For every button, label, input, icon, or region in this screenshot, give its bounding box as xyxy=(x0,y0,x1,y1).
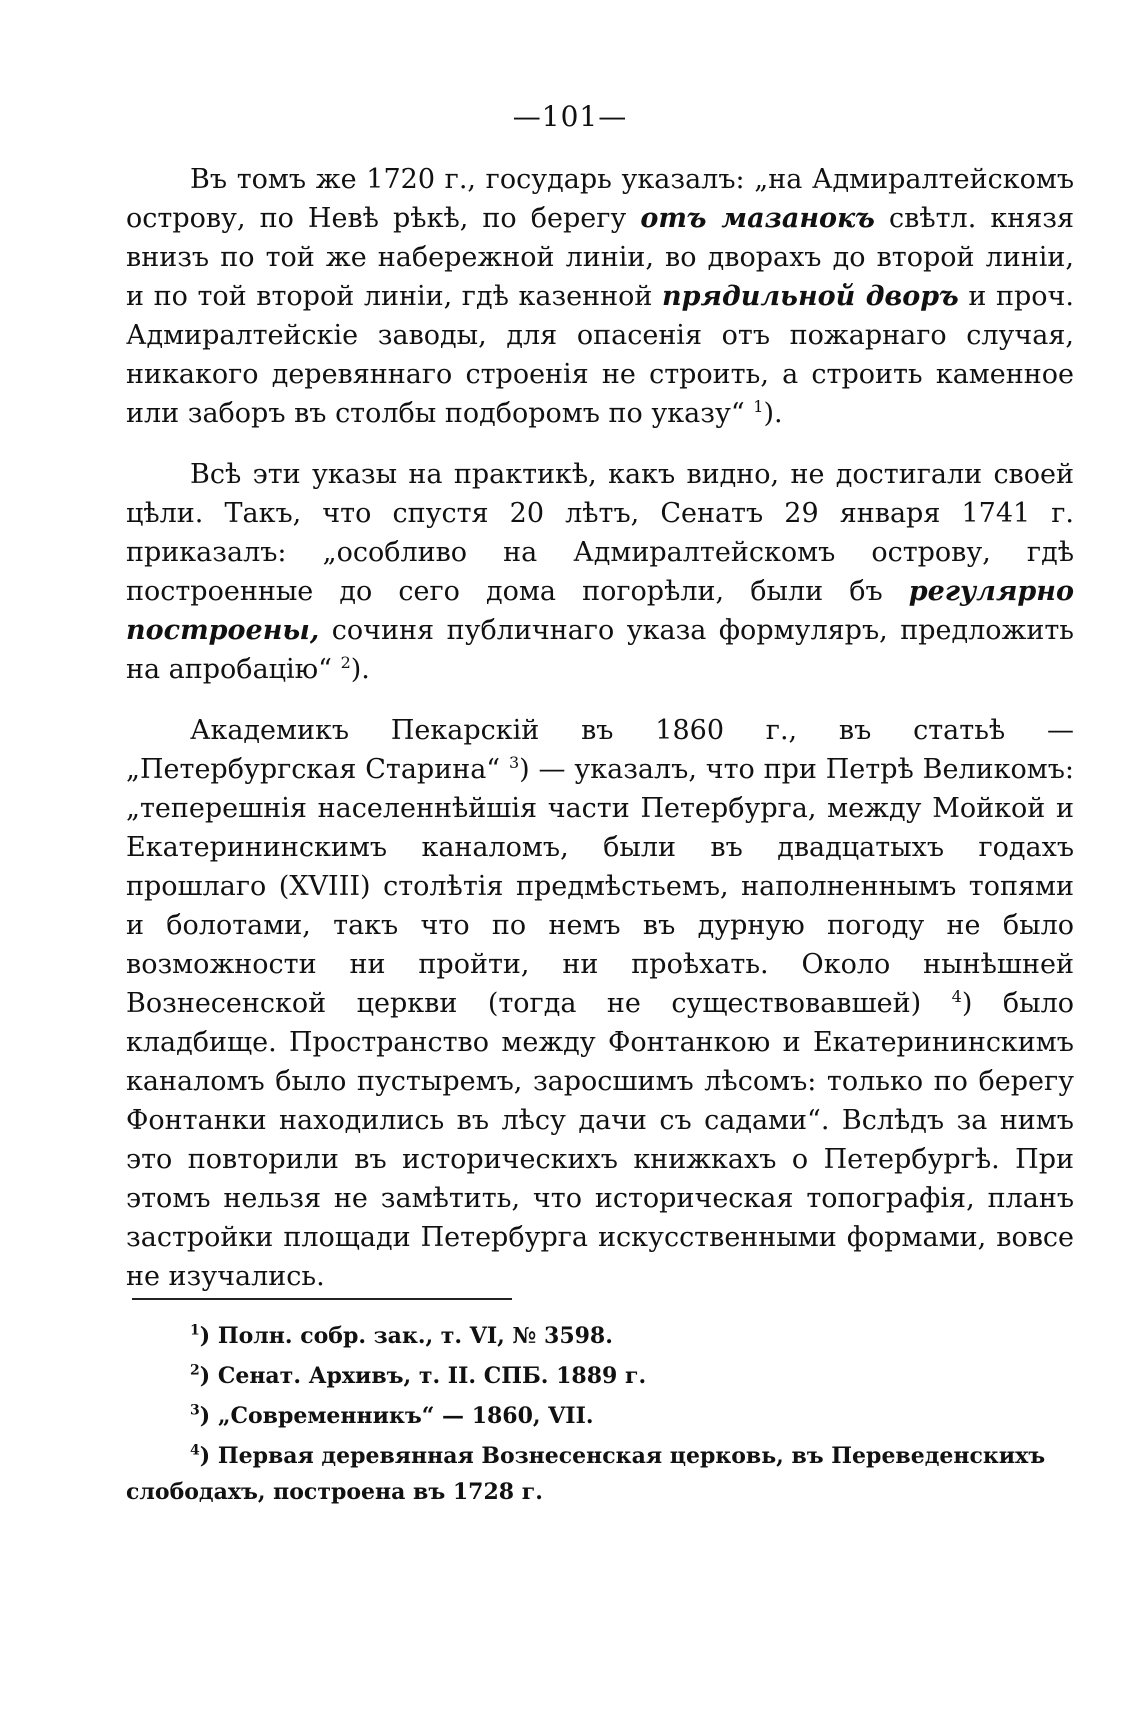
page-number: —101— xyxy=(512,100,628,133)
text-segment: Всѣ эти указы на практикѣ, какъ видно, не достигали своей цѣли. Такъ, что спустя 20 лѣтъ, Сенатъ 29 января 1741 г. приказалъ: „особливо на Адмиралтейскомъ острову, гдѣ построенные до сего дома погорѣли, были бъ xyxy=(126,459,1074,607)
paragraph xyxy=(126,711,1074,1296)
footnote-text: ) Первая деревянная Вознесенская церковь, въ Переведенскихъ слободахъ, построена въ 1728 г. xyxy=(126,1443,1046,1505)
footnote xyxy=(126,1398,1074,1434)
text-segment: ). xyxy=(350,654,370,685)
text-segment: Въ томъ же 1720 г., государь указалъ: „на Адмиралтейскомъ острову, по Невѣ рѣкѣ, по берегу xyxy=(126,164,1074,234)
text-segment: ). xyxy=(763,398,783,429)
footnote-divider xyxy=(132,1298,512,1300)
paragraph xyxy=(126,160,1074,433)
text-segment: сочиня публичнаго указа формуляръ, предложить на апробацію“ xyxy=(126,615,1074,685)
footnote xyxy=(126,1358,1074,1394)
footnote-mark: 4 xyxy=(190,1442,200,1459)
footnote-text: ) „Современникъ“ — 1860, VII. xyxy=(199,1403,594,1429)
paragraph xyxy=(126,455,1074,689)
italic-text: отъ мазанокъ xyxy=(640,203,875,234)
footnote-text: ) Сенат. Архивъ, т. II. СПБ. 1889 г. xyxy=(199,1363,647,1389)
footnote-mark: 3 xyxy=(190,1402,200,1419)
footnote xyxy=(126,1318,1074,1354)
text-segment: ) было кладбище. Пространство между Фонтанкою и Екатерининскимъ каналомъ было пустыремъ, заросшимъ лѣсомъ: только по берегу Фонтанки находились въ лѣсу дачи съ садами“. Вслѣдъ за нимъ это повторили въ историческихъ книжкахъ о Петербургѣ. При этомъ нельзя не замѣтить, что историческая топографія, планъ застройки площади Петербурга искусственными формами, вовсе не изучались. xyxy=(126,988,1074,1292)
footnote-reference: 1 xyxy=(753,397,764,416)
footnote-reference: 4 xyxy=(951,987,962,1006)
footnotes xyxy=(126,1318,1074,1514)
footnote-mark: 2 xyxy=(190,1362,200,1379)
footnote-reference: 3 xyxy=(508,753,520,772)
italic-text: регулярно построены, xyxy=(126,576,1074,646)
text-segment: ) — указалъ, что при Петрѣ Великомъ: „теперешнія населеннѣйшія части Петербурга, между Мойкой и Екатерининскимъ каналомъ, были въ двадцатыхъ годахъ прошлаго (XVIII) столѣтія предмѣстьемъ, наполненнымъ топями и болотами, такъ что по немъ въ дурную погоду не было возможности ни пройти, ни проѣхать. Около нынѣшней Вознесенской церкви (тогда не существовавшей) xyxy=(126,754,1074,1019)
footnote xyxy=(126,1438,1074,1510)
footnote-text: ) Полн. собр. зак., т. VI, № 3598. xyxy=(199,1323,613,1349)
text-segment: свѣтл. князя внизъ по той же набережной линіи, во дворахъ до второй линіи, и по той второй линіи, гдѣ казенной xyxy=(126,203,1075,312)
body-text xyxy=(126,160,1074,1318)
text-segment: и проч. Адмиралтейскіе заводы, для опасенія отъ пожарнаго случая, никакого деревяннаго строенія не строить, а строить каменное или заборъ въ столбы подборомъ по указу“ xyxy=(126,281,1074,429)
text-segment: Академикъ Пекарскій въ 1860 г., въ статьѣ — „Петербургская Старина“ xyxy=(126,715,1074,785)
italic-text: прядильной дворъ xyxy=(662,281,959,312)
footnote-mark: 1 xyxy=(190,1322,200,1339)
footnote-reference: 2 xyxy=(340,653,351,672)
